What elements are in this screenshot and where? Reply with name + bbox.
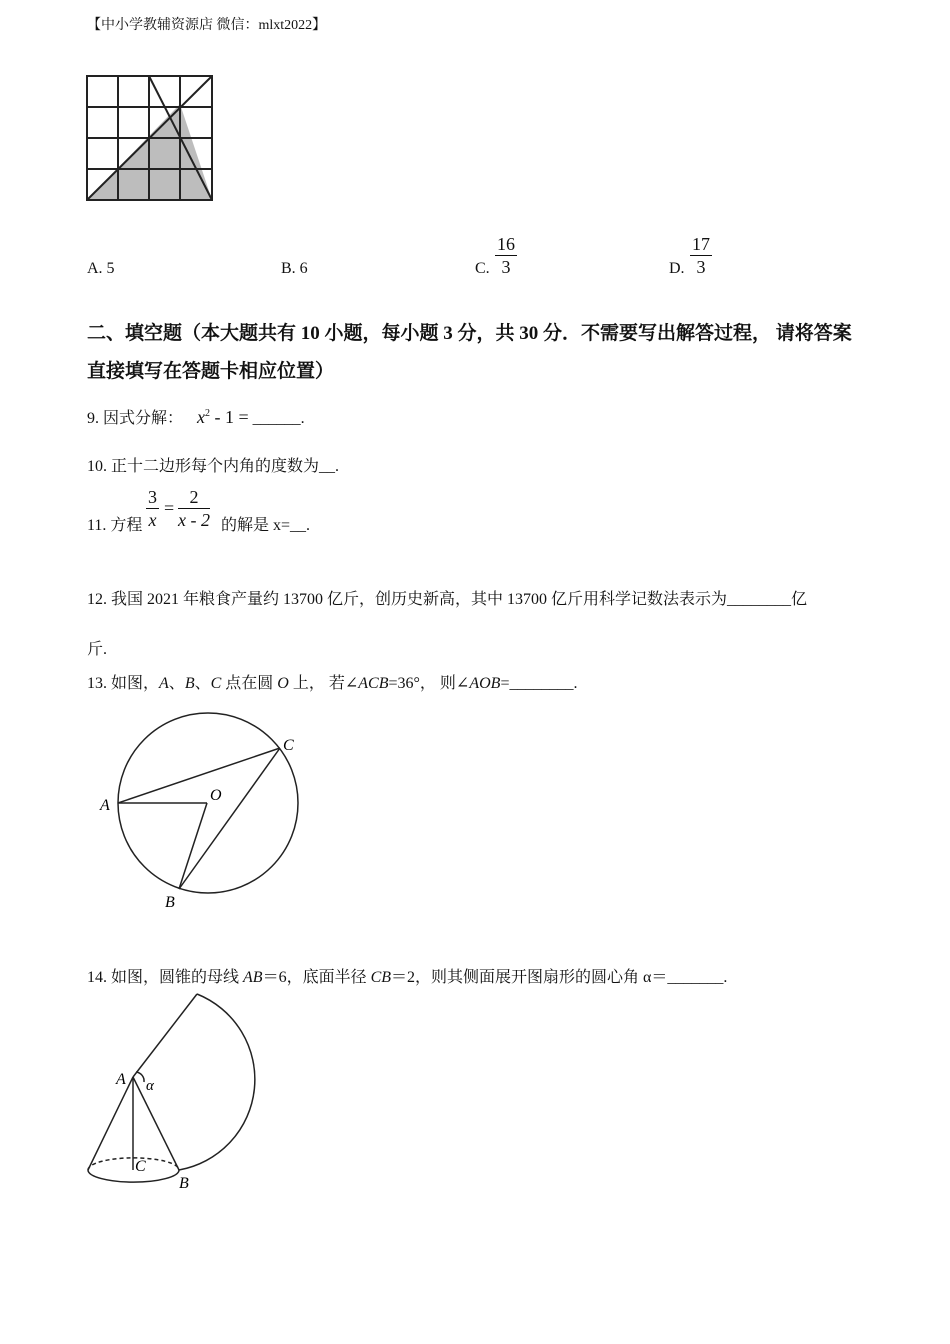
option-d-label: D.	[669, 260, 685, 277]
section-heading-line1: 二、填空题（本大题共有 10 小题，每小题 3 分，共 30 分．不需要写出解答过程， 请将答案	[87, 323, 852, 344]
q11-left-fraction	[146, 486, 159, 531]
label-b: B	[179, 1175, 189, 1192]
option-c-numerator: 16	[497, 234, 515, 254]
label-b: B	[165, 894, 175, 911]
base-ellipse-front	[88, 1170, 179, 1182]
option-d-fraction	[690, 233, 712, 278]
circle-figure	[95, 708, 315, 918]
question-12-line2: 斤.	[87, 641, 108, 658]
label-alpha: α	[146, 1078, 154, 1094]
option-c-denominator: 3	[501, 257, 511, 277]
q9-blank: ______.	[252, 410, 305, 427]
q9-expression: $x^2 - 1$ =	[197, 407, 249, 427]
q9-prefix: 9. 因式分解：	[87, 410, 184, 427]
option-c-fraction	[495, 233, 517, 278]
q11-left-denominator: x	[148, 510, 157, 530]
option-a: A. 5	[87, 260, 115, 277]
label-c: C	[135, 1158, 146, 1175]
page-header: 【中小学教辅资源店 微信：mlxt2022】	[87, 18, 327, 33]
option-c-label: C.	[475, 260, 490, 277]
angle-arc	[136, 1072, 144, 1082]
circle-chords	[118, 748, 280, 889]
label-c: C	[283, 737, 294, 754]
question-9	[87, 405, 305, 428]
sector-radius-line	[133, 994, 197, 1077]
q11-suffix: 的解是 x=__.	[221, 517, 311, 534]
label-a: A	[116, 1071, 126, 1088]
q11-right-denominator: x - 2	[178, 510, 210, 530]
sector-arc	[179, 994, 255, 1170]
q11-equals: =	[164, 498, 175, 518]
q11-right-fraction	[178, 486, 210, 531]
option-d-numerator: 17	[692, 234, 710, 254]
grid-triangle-figure	[86, 74, 214, 202]
option-b: B. 6	[281, 260, 308, 277]
option-d-denominator: 3	[696, 257, 706, 277]
q11-left-numerator: 3	[148, 487, 157, 507]
cone-figure	[80, 990, 260, 1200]
question-10: 10. 正十二边形每个内角的度数为__.	[87, 458, 340, 475]
question-14: 14. 如图，圆锥的母线 AB＝6，底面半径 CB＝2，则其侧面展开图扇形的圆心角 α＝_______.	[87, 969, 728, 986]
label-a: A	[100, 797, 110, 814]
question-13: 13. 如图，A、B、C 点在圆 O 上， 若∠ACB=36°， 则∠AOB=________.	[87, 675, 578, 692]
q11-prefix: 11. 方程	[87, 517, 143, 534]
cone-slant-left	[88, 1077, 133, 1170]
q11-right-numerator: 2	[178, 486, 210, 509]
cone-slant-right	[133, 1077, 179, 1170]
question-12-line1: 12. 我国 2021 年粮食产量约 13700 亿斤，创历史新高，其中 13700 亿斤用科学记数法表示为________亿	[87, 591, 808, 608]
label-o: O	[210, 787, 222, 804]
section-heading-line2: 直接填写在答题卡相应位置）	[87, 361, 335, 382]
